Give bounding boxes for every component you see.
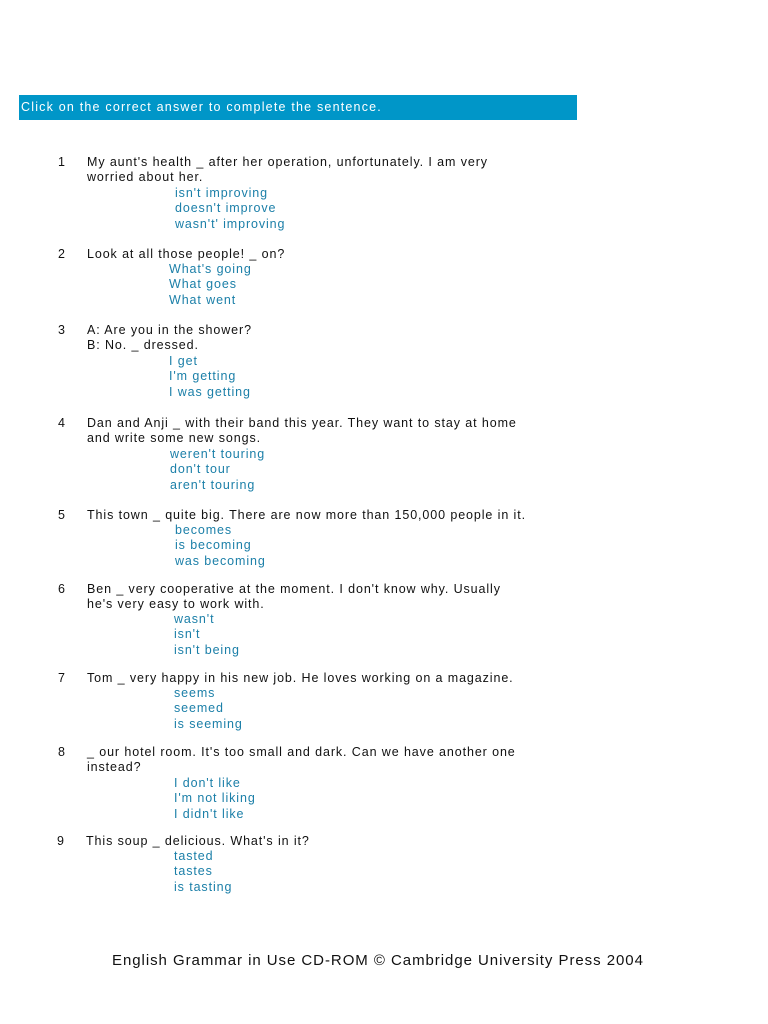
question-line: Ben _ very cooperative at the moment. I don't know why. Usually	[87, 582, 501, 596]
answer-options	[174, 612, 240, 658]
answer-option[interactable]: wasn't' improving	[175, 216, 286, 231]
question-line: he's very easy to work with.	[87, 597, 265, 612]
question-line: Look at all those people! _ on?	[87, 247, 286, 261]
answer-option[interactable]: weren't touring	[170, 447, 266, 461]
answer-option[interactable]: isn't improving	[175, 186, 268, 200]
answer-option[interactable]: What goes	[169, 277, 237, 292]
question-number: 2	[58, 247, 66, 261]
question-line: This soup _ delicious. What's in it?	[86, 834, 310, 848]
question-number: 3	[58, 323, 66, 337]
answer-option[interactable]: is tasting	[174, 879, 233, 894]
answer-option[interactable]: was becoming	[175, 553, 266, 568]
question-line: Dan and Anji _ with their band this year. They want to stay at home	[87, 416, 517, 430]
answer-options	[174, 776, 256, 822]
copyright-footer: English Grammar in Use CD-ROM © Cambridge University Press 2004	[112, 952, 644, 969]
instruction-text: Click on the correct answer to complete the sentence.	[21, 100, 382, 114]
question-text	[87, 155, 488, 186]
question-number: 5	[58, 508, 66, 522]
answer-option[interactable]: wasn't	[174, 612, 215, 626]
answer-option[interactable]: tastes	[174, 864, 213, 879]
question-number: 6	[58, 582, 66, 596]
answer-option[interactable]: becomes	[175, 523, 233, 537]
answer-option[interactable]: seemed	[174, 701, 224, 716]
question-text	[87, 745, 516, 776]
answer-option[interactable]: I'm not liking	[174, 791, 256, 806]
answer-option[interactable]: What went	[169, 292, 237, 307]
question-text	[87, 582, 501, 613]
question-text	[87, 671, 514, 686]
answer-option[interactable]: is becoming	[175, 538, 252, 553]
question-text	[87, 247, 285, 262]
answer-options	[174, 686, 243, 732]
answer-option[interactable]: I get	[169, 354, 198, 368]
answer-option[interactable]: don't tour	[170, 462, 231, 477]
question-number: 9	[57, 834, 65, 848]
answer-option[interactable]: doesn't improve	[175, 201, 277, 216]
question-line: My aunt's health _ after her operation, unfortunately. I am very	[87, 155, 488, 169]
question-line: This town _ quite big. There are now more than 150,000 people in it.	[87, 508, 526, 522]
question-line: A: Are you in the shower?	[87, 323, 252, 337]
answer-option[interactable]: I was getting	[169, 384, 251, 399]
question-text	[87, 416, 517, 447]
answer-options	[175, 523, 266, 569]
answer-option[interactable]: What's going	[169, 262, 252, 276]
question-line: Tom _ very happy in his new job. He loves working on a magazine.	[87, 671, 514, 685]
answer-option[interactable]: I don't like	[174, 776, 241, 790]
question-number: 7	[58, 671, 66, 685]
question-line: _ our hotel room. It's too small and dark. Can we have another one	[87, 745, 516, 759]
answer-option[interactable]: tasted	[174, 849, 214, 863]
question-number: 4	[58, 416, 66, 430]
answer-option[interactable]: I'm getting	[169, 369, 237, 384]
question-line: B: No. _ dressed.	[87, 338, 199, 353]
answer-options	[170, 447, 265, 493]
question-text	[86, 834, 310, 849]
question-text	[87, 508, 526, 523]
question-line: and write some new songs.	[87, 431, 261, 446]
answer-option[interactable]: is seeming	[174, 716, 243, 731]
answer-option[interactable]: I didn't like	[174, 806, 245, 821]
answer-option[interactable]: seems	[174, 686, 216, 700]
answer-option[interactable]: aren't touring	[170, 477, 256, 492]
answer-options	[169, 262, 252, 308]
answer-option[interactable]: isn't	[174, 627, 201, 642]
question-number: 8	[58, 745, 66, 759]
answer-options	[169, 354, 251, 400]
answer-options	[174, 849, 232, 895]
answer-options	[175, 186, 285, 232]
question-text	[87, 323, 252, 354]
question-line: instead?	[87, 760, 142, 775]
question-line: worried about her.	[87, 170, 204, 185]
question-number: 1	[58, 155, 66, 169]
answer-option[interactable]: isn't being	[174, 642, 240, 657]
